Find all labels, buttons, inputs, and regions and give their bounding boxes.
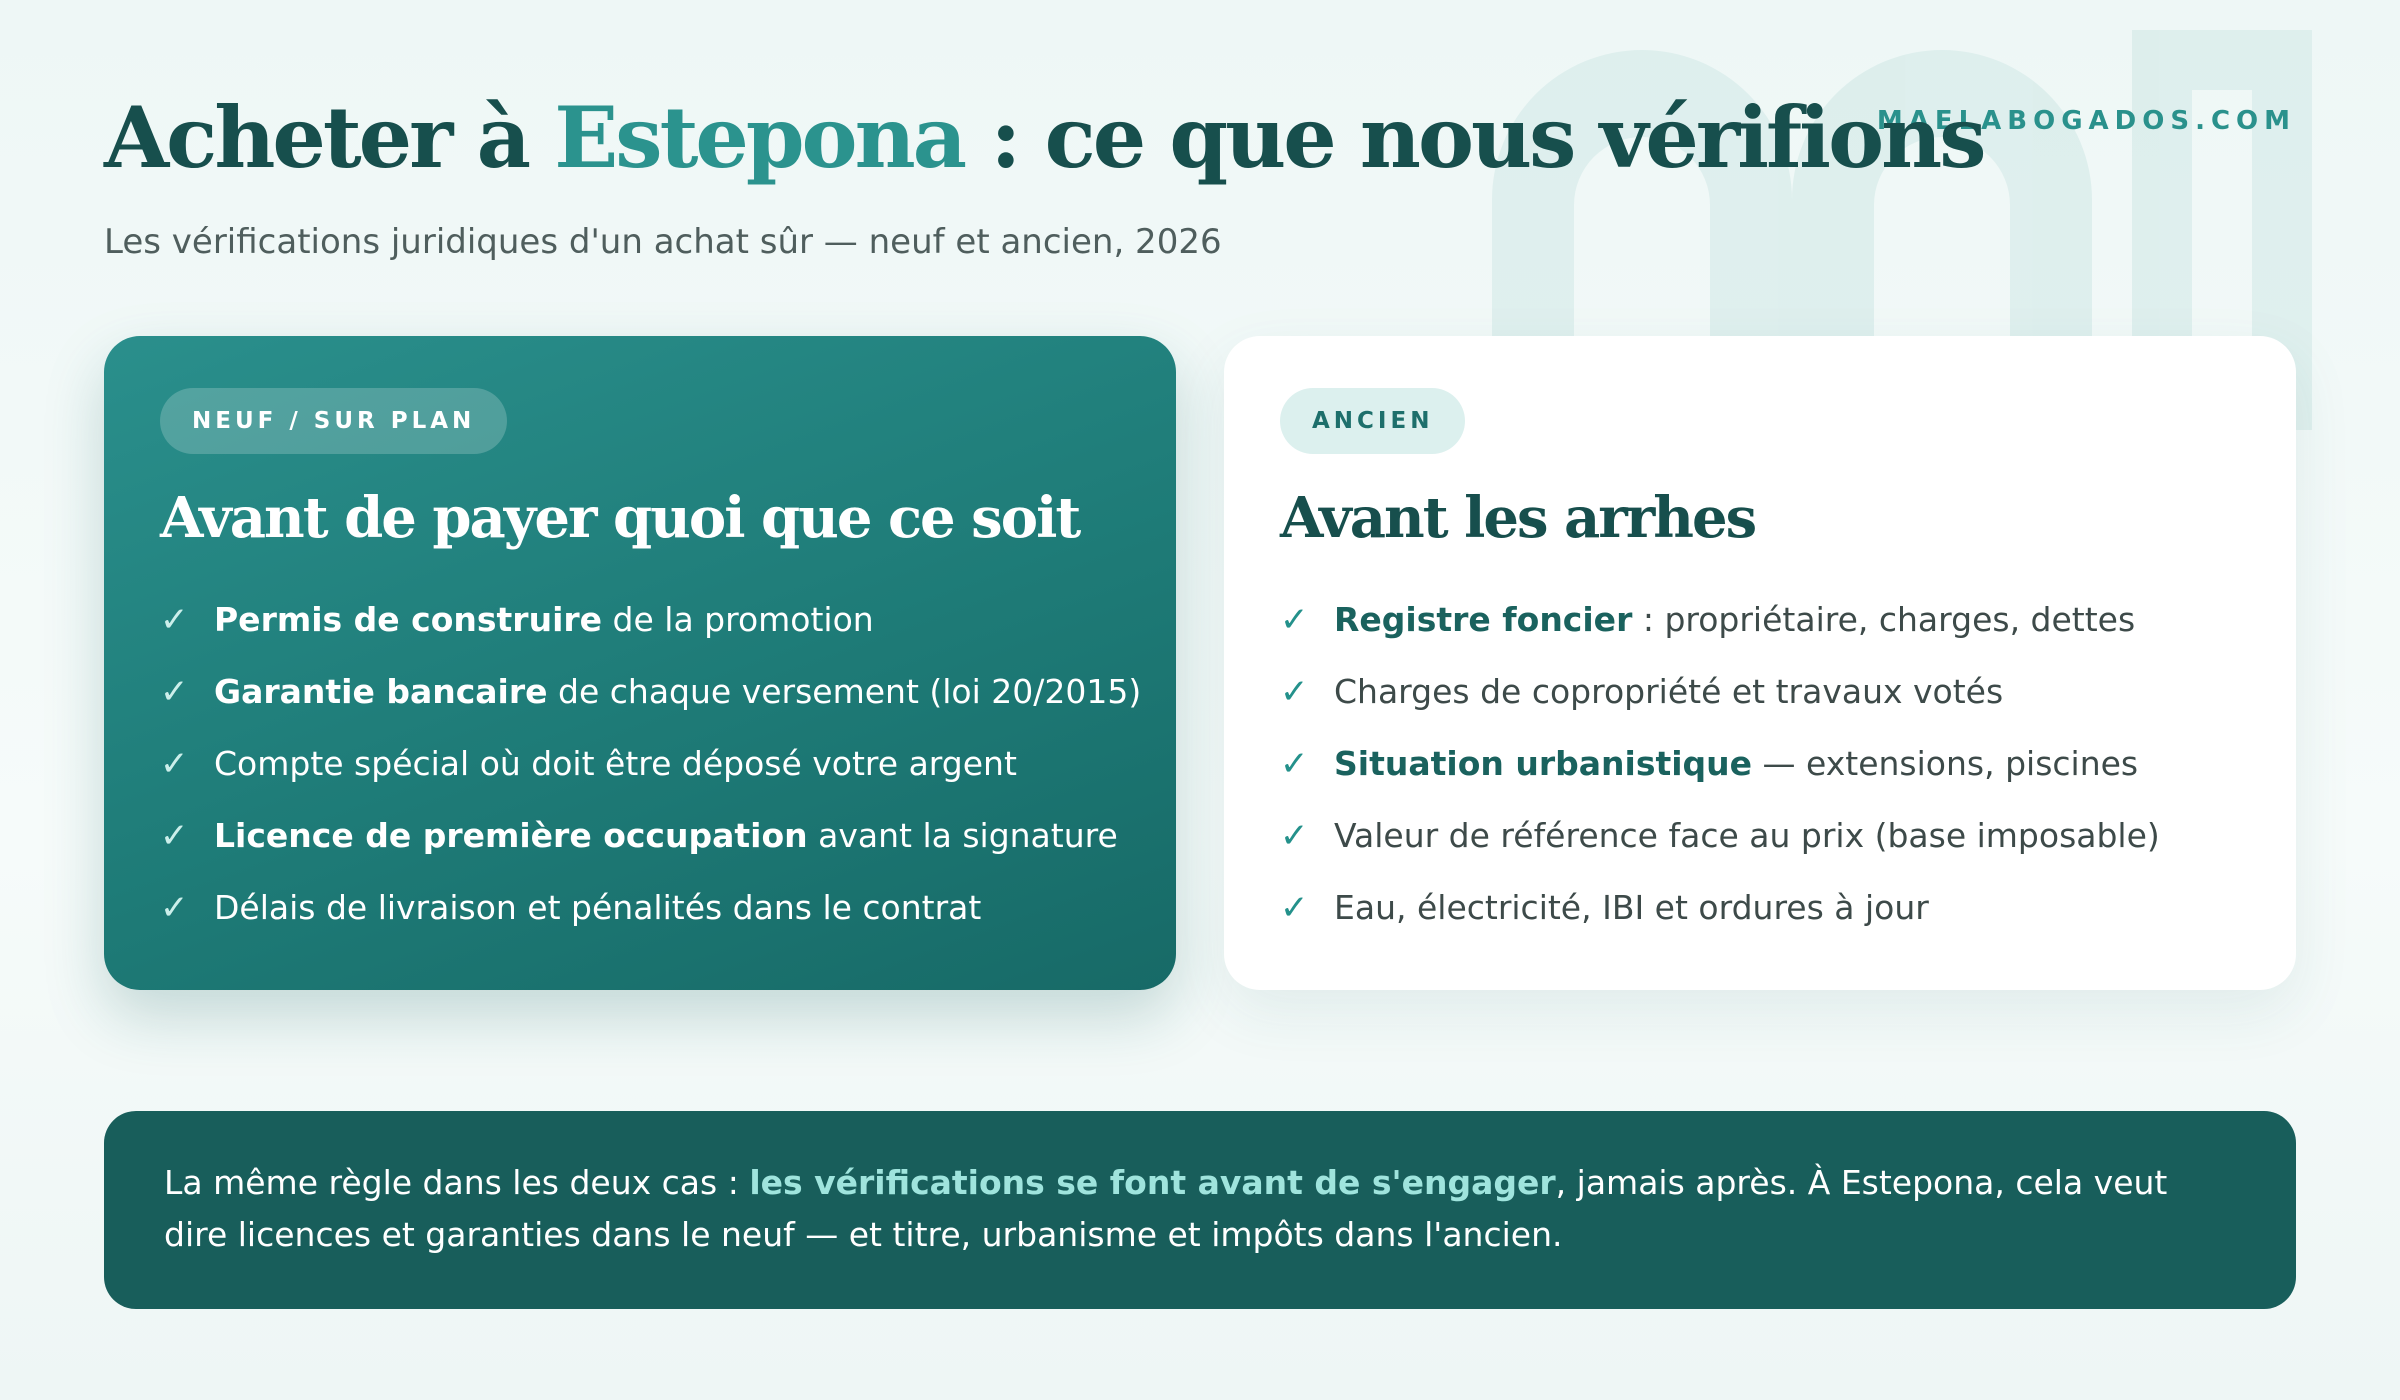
checklist-item [1280, 656, 2240, 728]
check-icon: ✓ [1280, 743, 1309, 784]
brand-website[interactable]: MAELABOGADOS.COM [1876, 106, 2296, 136]
item-strong: Garantie bancaire [214, 672, 548, 712]
item-strong: Registre foncier [1334, 600, 1633, 640]
page-subtitle: Les vérifications juridiques d'un achat sûr — neuf et ancien, 2026 [104, 222, 1222, 262]
check-icon: ✓ [1280, 599, 1309, 640]
badge-new-build: NEUF / SUR PLAN [160, 388, 507, 454]
checklist-resale [1280, 584, 2240, 944]
check-icon: ✓ [160, 599, 189, 640]
item-text: Compte spécial où doit être déposé votre argent [214, 744, 1017, 784]
checklist-item [160, 584, 1120, 656]
checklist-item [160, 872, 1120, 944]
item-text: Charges de copropriété et travaux votés [1334, 672, 2004, 712]
checklist-item [1280, 800, 2240, 872]
checklist-new [160, 584, 1142, 944]
item-text: Valeur de référence face au prix (base imposable) [1334, 816, 2160, 856]
item-strong: Situation urbanistique [1334, 744, 1753, 784]
check-icon: ✓ [1280, 671, 1309, 712]
checklist-item [160, 800, 1120, 872]
checklist-item [160, 728, 1120, 800]
checklist-item [1280, 728, 2240, 800]
badge-resale: ANCIEN [1280, 388, 1465, 454]
summary-banner [104, 1111, 2296, 1309]
banner-text-end: , jamais après. À Estepona, cela veut dire licences et garanties dans le neuf — et titre, urbanisme et impôts dans l'ancien. [164, 1163, 2168, 1254]
banner-highlight: les vérifications se font avant de s'engager [749, 1163, 1556, 1202]
check-icon: ✓ [160, 815, 189, 856]
banner-text-start: La même règle dans les deux cas : [164, 1163, 750, 1202]
title-part-2: : ce que nous vérifions [964, 88, 1984, 187]
item-text: — extensions, piscines [1752, 744, 2139, 784]
item-text: avant la signature [807, 816, 1118, 856]
checklist-item [1280, 872, 2240, 944]
page-title [104, 88, 1983, 187]
card-resale-heading: Avant les arrhes [1280, 485, 1756, 551]
checklist-item [160, 656, 1142, 728]
checklist-item [1280, 584, 2240, 656]
item-text: de la promotion [602, 600, 874, 640]
item-strong: Permis de construire [214, 600, 603, 640]
item-text: Eau, électricité, IBI et ordures à jour [1334, 888, 1929, 928]
card-resale [1224, 336, 2296, 990]
title-accent-city: Estepona [554, 88, 965, 187]
check-icon: ✓ [1280, 815, 1309, 856]
item-text: : propriétaire, charges, dettes [1632, 600, 2136, 640]
card-new-heading: Avant de payer quoi que ce soit [160, 485, 1080, 551]
item-strong: Licence de première occupation [214, 816, 808, 856]
title-part-1: Acheter à [104, 88, 555, 187]
item-text: Délais de livraison et pénalités dans le contrat [214, 888, 982, 928]
check-icon: ✓ [160, 671, 189, 712]
item-text: de chaque versement (loi 20/2015) [547, 672, 1142, 712]
check-icon: ✓ [160, 743, 189, 784]
check-icon: ✓ [1280, 887, 1309, 928]
check-icon: ✓ [160, 887, 189, 928]
card-new-build [104, 336, 1176, 990]
